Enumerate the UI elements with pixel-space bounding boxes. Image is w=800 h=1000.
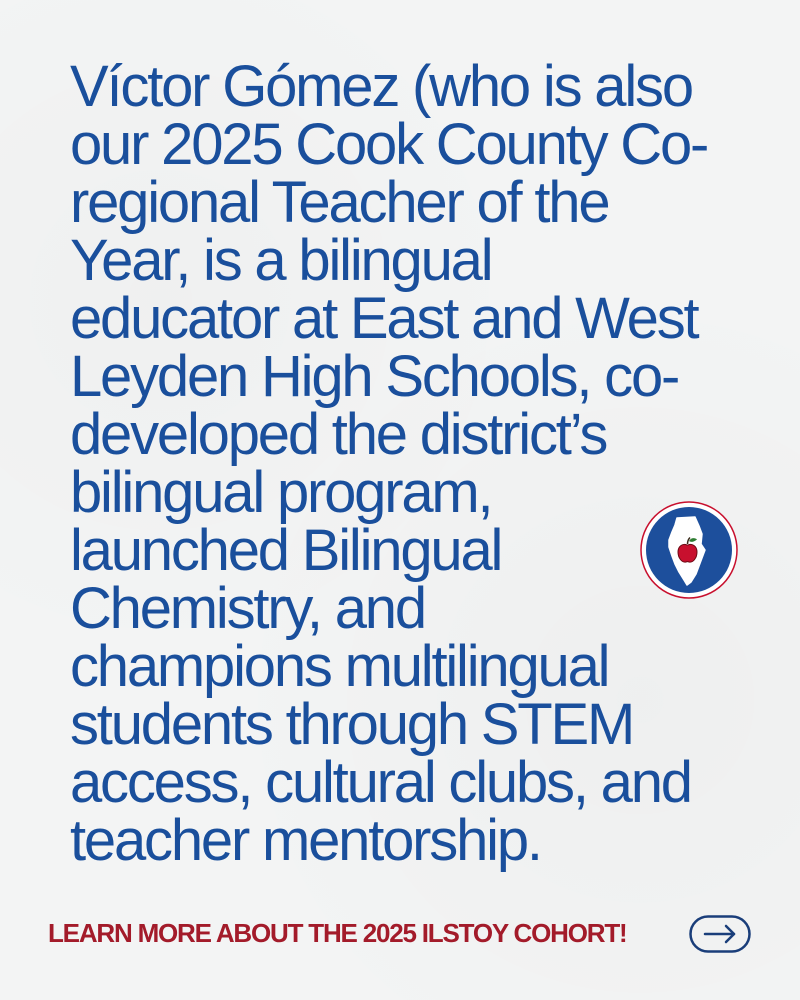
- body-line-13: access, cultural clubs, and: [70, 750, 691, 815]
- body-line-5: educator at East and West: [70, 286, 698, 351]
- body-line-2: our 2025 Cook County Co-: [70, 112, 708, 177]
- body-line-8: bilingual program,: [70, 460, 492, 525]
- body-line-6: Leyden High Schools, co-: [70, 344, 679, 409]
- learn-more-link[interactable]: LEARN MORE ABOUT THE 2025 ILSTOY COHORT!: [48, 918, 627, 948]
- post-body-text: [70, 54, 750, 873]
- arrow-right-icon[interactable]: [689, 915, 751, 953]
- body-line-10: Chemistry, and: [70, 576, 425, 641]
- body-line-14: teacher mentorship.: [70, 808, 541, 873]
- body-line-3: regional Teacher of the: [70, 170, 609, 235]
- body-line-7: developed the district’s: [70, 402, 607, 467]
- body-line-4: Year, is a bilingual: [70, 228, 492, 293]
- body-line-9: launched Bilingual: [70, 518, 502, 583]
- illinois-apple-logo-icon: [639, 500, 739, 600]
- body-line-1: Víctor Gómez (who is also: [70, 54, 692, 119]
- body-line-11: champions multilingual: [70, 634, 609, 699]
- body-line-12: students through STEM: [70, 692, 634, 757]
